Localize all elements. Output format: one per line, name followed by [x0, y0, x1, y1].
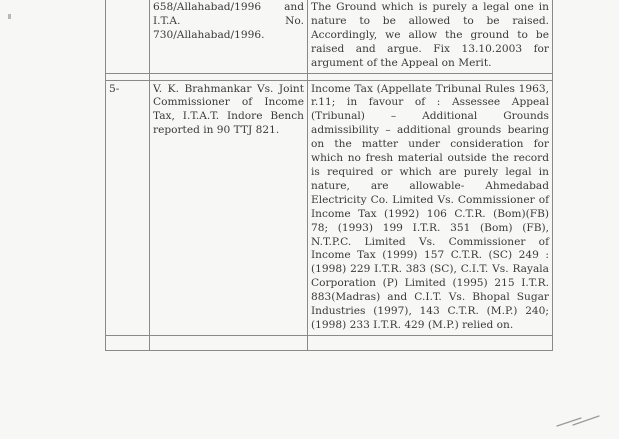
margin-mark [8, 14, 11, 19]
signature-mark [555, 408, 605, 430]
held-text: The Ground which is purely a legal one in nature to be allowed to be raised. Accordingly, we allow the ground to be raised and argue. Fix 13.10.2003 for argument of the Appeal on Merit. [311, 1, 549, 69]
serial-number: 5- [109, 82, 120, 95]
case-law-table [105, 0, 553, 351]
case-citation: V. K. Brahmankar Vs. Joint Commissioner of Income Tax, I.T.A.T. Indore Bench reported in 90 TTJ 821. [153, 82, 304, 137]
table-row [106, 80, 553, 335]
serial-cell [106, 0, 150, 73]
table-row [106, 0, 553, 73]
held-cell [308, 0, 553, 73]
held-text: Income Tax (Appellate Tribunal Rules 1963, r.11; in favour of : Assessee Appeal (Tribunal) – Additional Grounds admissibility – additional grounds bearing on the matter under consideration for which no fresh material outside the record is required or which are purely legal in nature, are allowable- Ahmedabad Electricity Co. Limited Vs. Commissioner of Income Tax (1992) 106 C.T.R. (Bom)(FB) 78; (1993) 199 I.T.R. 351 (Bom) (FB), N.T.P.C. Limited Vs. Commissioner of Income Tax (1999) 157 C.T.R. (SC) 249 : (1998) 229 I.T.R. 383 (SC), C.I.T. Vs. Rayala Corporation (P) Limited (1995) 215 I.T.R. 883(Madras) and C.I.T. Vs. Bhopal Sugar Industries (1997), 143 C.T.R. (M.P.) 240; (1998) 233 I.T.R. 429 (M.P.) relied on. [311, 82, 549, 331]
case-cell [150, 80, 308, 335]
case-cell [150, 0, 308, 73]
table-row-empty [106, 335, 553, 350]
case-citation: 658/Allahabad/1996 and I.T.A. No. 730/Allahabad/1996. [153, 1, 304, 41]
held-cell [308, 80, 553, 335]
serial-cell [106, 80, 150, 335]
table-row-separator [106, 73, 553, 80]
